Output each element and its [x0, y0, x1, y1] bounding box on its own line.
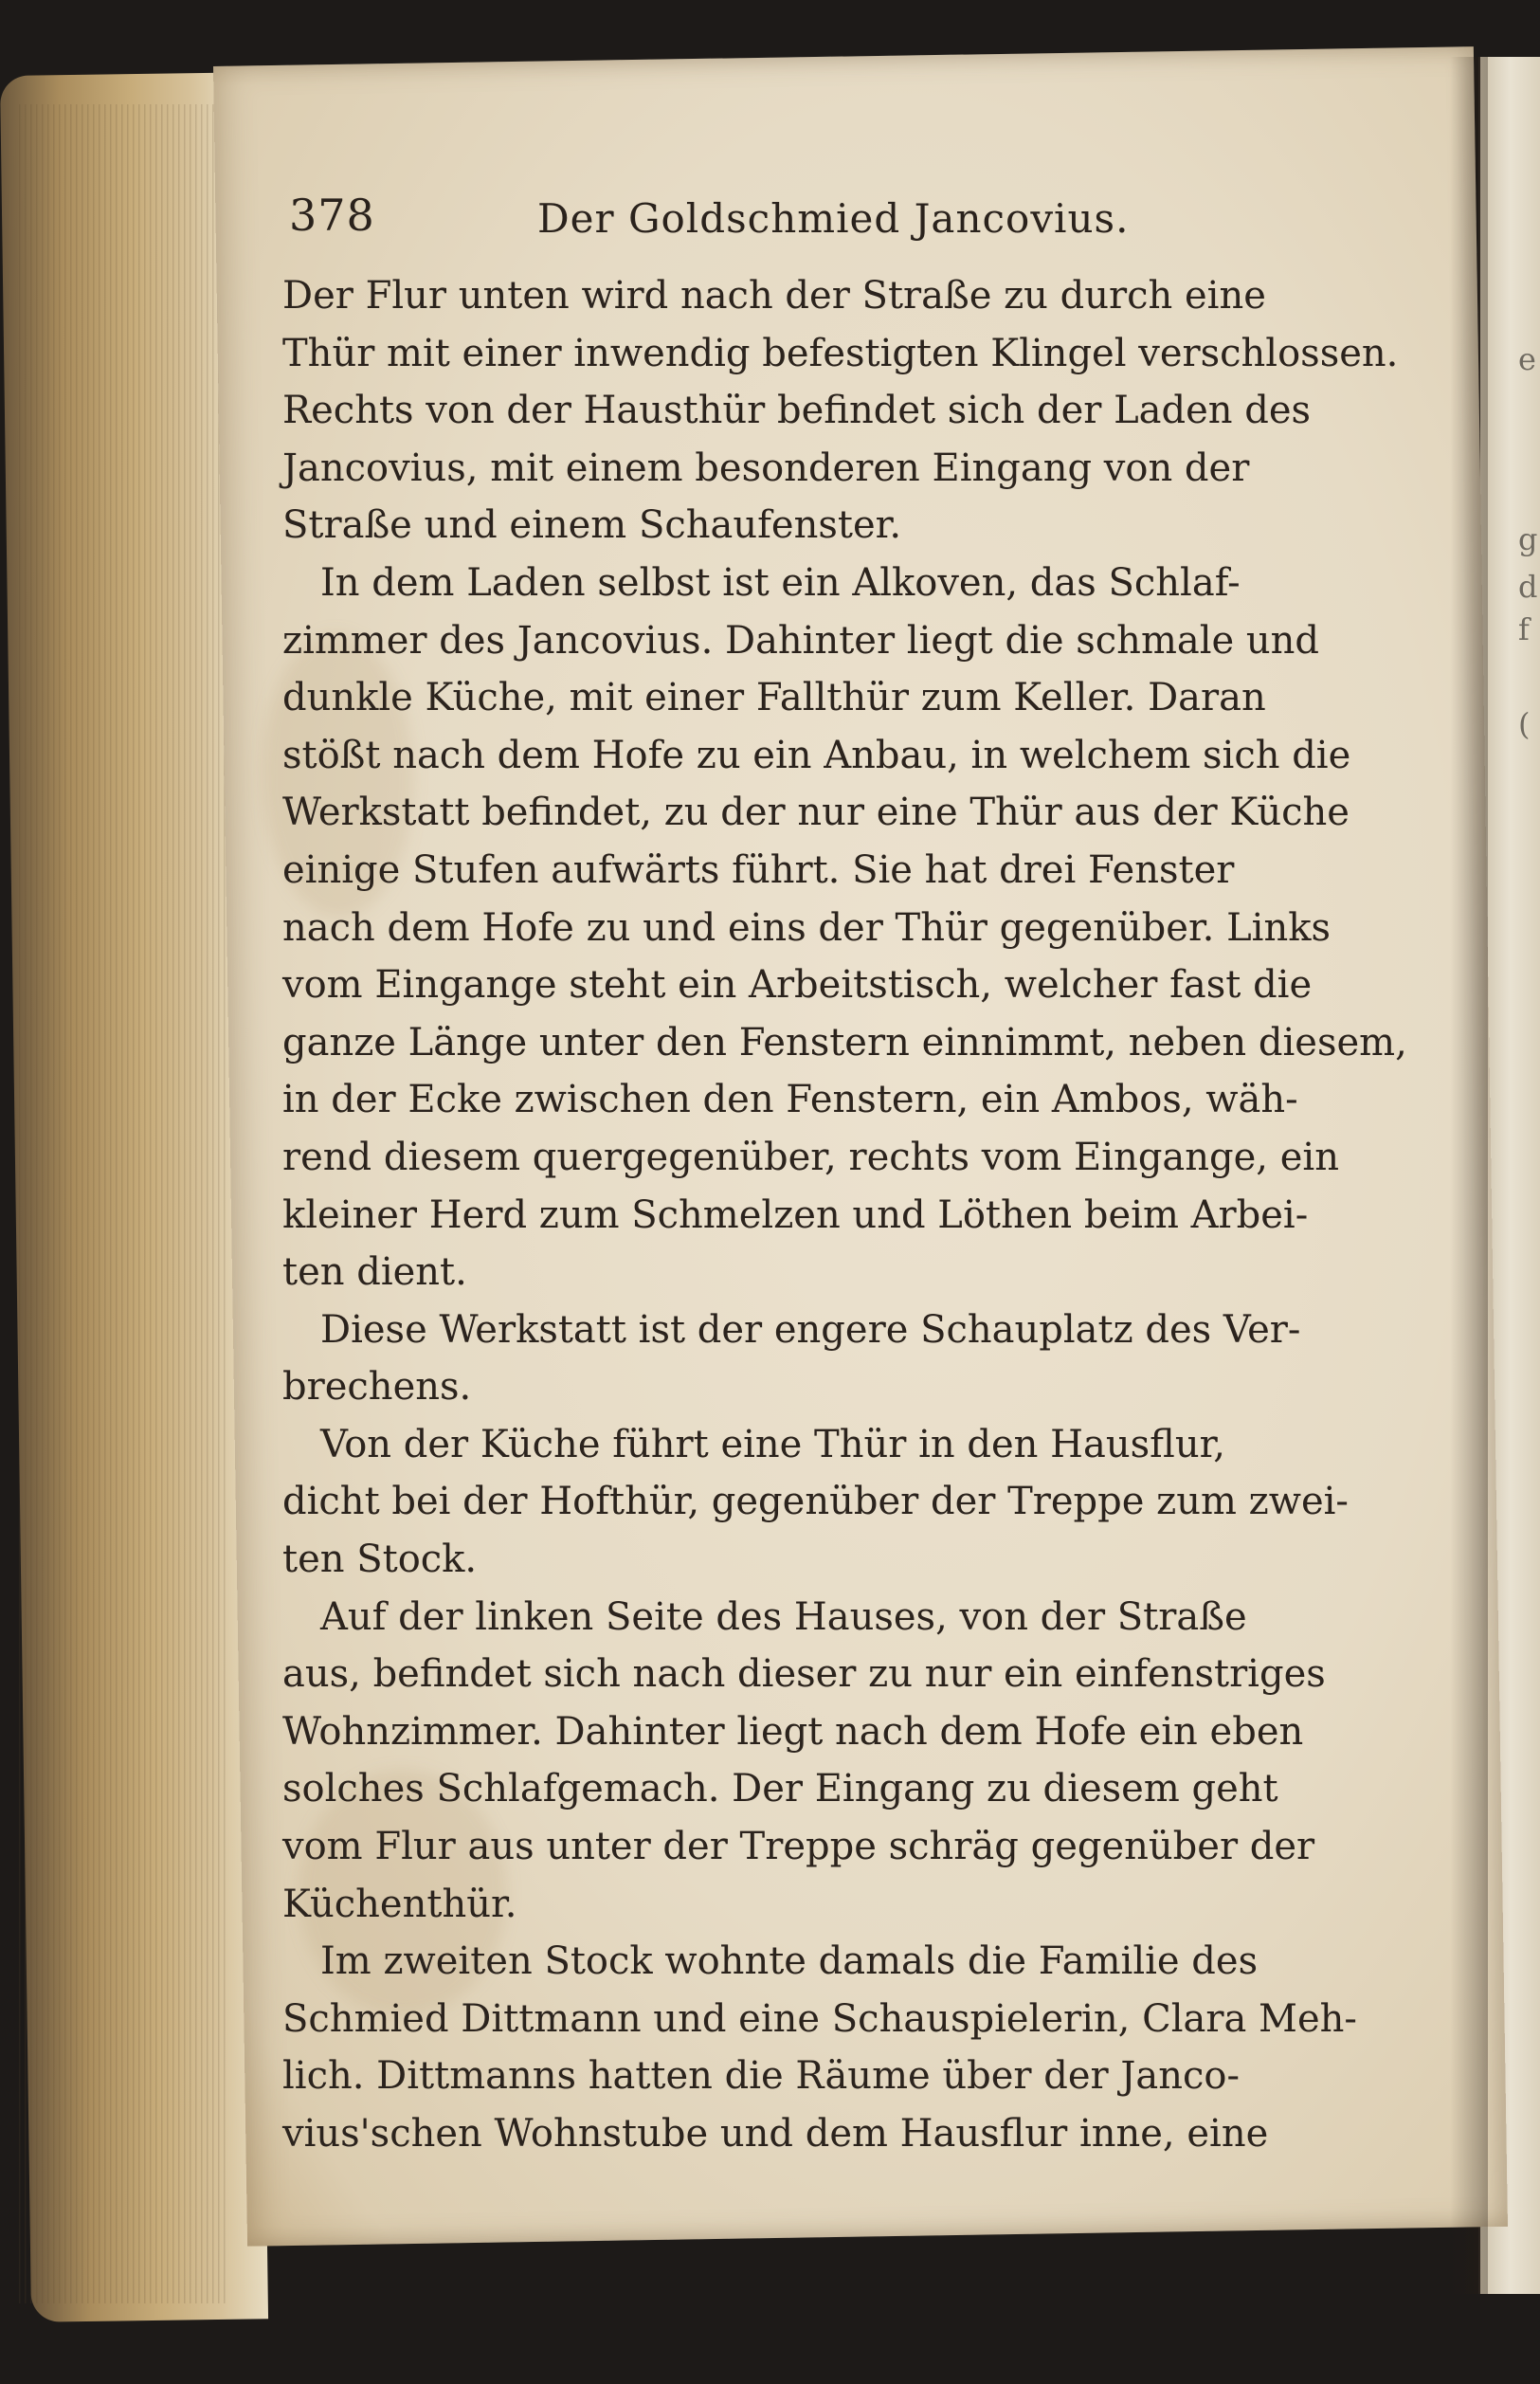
text-line: ten Stock.	[282, 1538, 478, 1582]
facing-page-fragment: f	[1518, 611, 1530, 647]
text-line: vom Eingange steht ein Arbeitstisch, welcher fast die	[282, 963, 1313, 1008]
page-number: 378	[289, 190, 375, 241]
text-line: Thür mit einer inwendig befestigten Klingel verschlossen.	[282, 331, 1399, 375]
text-line: lich. Dittmanns hatten die Räume über der Janco-	[282, 2054, 1241, 2099]
text-line: Im zweiten Stock wohnte damals die Familie des	[320, 1939, 1259, 1984]
body-text	[282, 267, 1407, 2163]
text-line: dunkle Küche, mit einer Fallthür zum Keller. Daran	[282, 676, 1266, 720]
text-line: zimmer des Jancovius. Dahinter liegt die schmale und	[282, 618, 1320, 663]
text-line: ten dient.	[282, 1250, 467, 1295]
facing-page-fragment: g	[1518, 521, 1538, 557]
text-line: einige Stufen aufwärts führt. Sie hat drei Fenster	[282, 847, 1235, 892]
page-header	[289, 190, 1199, 256]
text-line: aus, befindet sich nach dieser zu nur ein einfenstriges	[282, 1652, 1326, 1697]
text-line: Wohnzimmer. Dahinter liegt nach dem Hofe ein eben	[282, 1709, 1304, 1754]
text-line: vom Flur aus unter der Treppe schräg gegenüber der	[282, 1825, 1315, 1869]
page-stack-texture	[19, 104, 227, 2303]
facing-page-fragment: e	[1518, 341, 1536, 377]
text-line: Auf der linken Seite des Hauses, von der Straße	[320, 1594, 1247, 1639]
text-line: dicht bei der Hofthür, gegenüber der Treppe zum zwei-	[282, 1480, 1349, 1524]
text-line: Diese Werkstatt ist der engere Schauplatz des Ver-	[320, 1307, 1301, 1352]
text-line: Rechts von der Hausthür befindet sich der Laden des	[282, 389, 1312, 433]
text-line: Von der Küche führt eine Thür in den Hausflur,	[320, 1422, 1226, 1466]
text-line: vius'schen Wohnstube und dem Hausflur inne, eine	[282, 2112, 1269, 2156]
text-line: stößt nach dem Hofe zu ein Anbau, in welchem sich die	[282, 733, 1351, 777]
facing-page-fragment: (	[1518, 706, 1531, 742]
text-line: kleiner Herd zum Schmelzen und Löthen beim Arbei-	[282, 1192, 1309, 1237]
text-line: in der Ecke zwischen den Fenstern, ein Ambos, wäh-	[282, 1078, 1298, 1122]
text-line: nach dem Hofe zu und eins der Thür gegenüber. Links	[282, 905, 1331, 950]
text-line: Schmied Dittmann und eine Schauspielerin, Clara Meh-	[282, 1996, 1357, 2041]
facing-page-fragment: d	[1518, 569, 1538, 605]
text-line: Der Flur unten wird nach der Straße zu durch eine	[282, 274, 1266, 318]
spine-shadow	[1450, 57, 1488, 2294]
running-title: Der Goldschmied Jancovius.	[537, 195, 1130, 242]
text-line: In dem Laden selbst ist ein Alkoven, das Schlaf-	[320, 560, 1241, 605]
text-line: Küchenthür.	[282, 1882, 517, 1926]
text-line: rend diesem quergegenüber, rechts vom Eingange, ein	[282, 1135, 1339, 1179]
text-line: Jancovius, mit einem besonderen Eingang von der	[282, 446, 1250, 490]
text-line: Straße und einem Schaufenster.	[282, 503, 902, 548]
text-line: ganze Länge unter den Fenstern einnimmt, neben diesem,	[282, 1020, 1407, 1065]
text-line: brechens.	[282, 1365, 472, 1410]
text-line: Werkstatt befindet, zu der nur eine Thür aus der Küche	[282, 791, 1350, 835]
text-line: solches Schlafgemach. Der Eingang zu diesem geht	[282, 1767, 1278, 1811]
